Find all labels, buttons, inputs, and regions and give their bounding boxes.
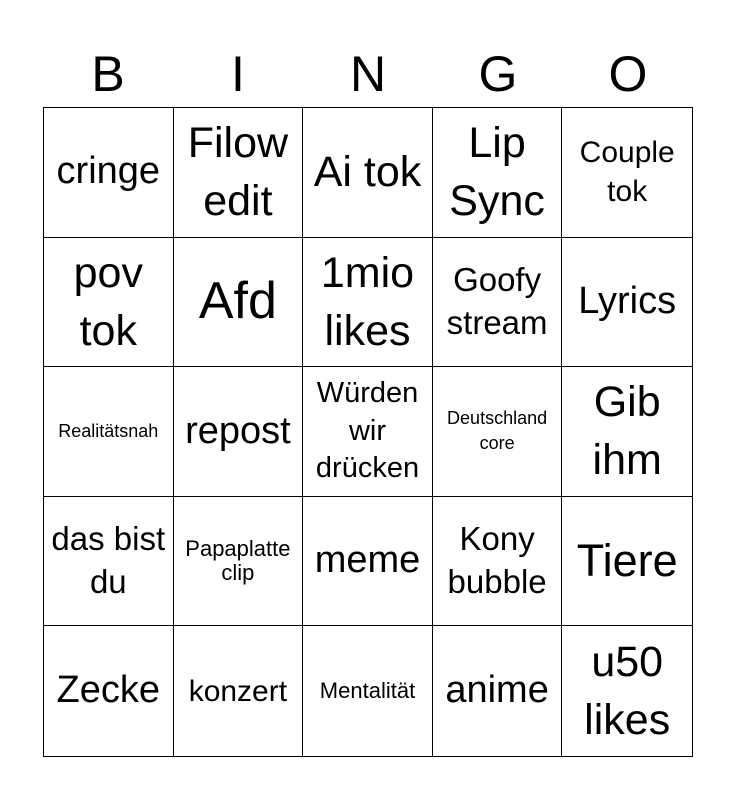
header-letter-b: B [91, 46, 125, 102]
bingo-cell-label: u50 likes [584, 638, 671, 745]
bingo-cell-label: Lip Sync [449, 119, 545, 226]
bingo-cell[interactable] [44, 626, 174, 756]
bingo-cell[interactable] [303, 238, 433, 368]
bingo-cell[interactable] [174, 367, 304, 497]
bingo-cell-label: repost [185, 409, 291, 452]
bingo-cell[interactable] [433, 497, 563, 627]
header-letter-n: N [349, 46, 387, 102]
bingo-cell-label: Mentalität [319, 678, 416, 704]
bingo-cell-label: Filow edit [187, 119, 289, 226]
bingo-cell-label: cringe [56, 150, 161, 193]
bingo-cell-label: Würden wir drücken [315, 376, 420, 485]
bingo-cell[interactable] [174, 108, 304, 238]
bingo-grid [43, 107, 693, 757]
bingo-header [43, 40, 693, 108]
bingo-cell[interactable] [303, 626, 433, 756]
bingo-cell[interactable] [44, 108, 174, 238]
bingo-cell[interactable] [44, 367, 174, 497]
bingo-cell[interactable] [562, 626, 692, 756]
bingo-cell[interactable] [44, 238, 174, 368]
bingo-cell-label: Realitätsnah [58, 420, 159, 441]
bingo-cell[interactable] [562, 238, 692, 368]
bingo-cell[interactable] [174, 238, 304, 368]
bingo-cell[interactable] [174, 497, 304, 627]
header-letter-o: O [608, 46, 648, 102]
bingo-cell[interactable] [303, 497, 433, 627]
bingo-cell[interactable] [562, 497, 692, 627]
bingo-cell-label: Lyrics [578, 279, 677, 322]
bingo-cell-label: Kony bubble [447, 520, 547, 601]
bingo-cell[interactable] [174, 626, 304, 756]
bingo-cell-label: Ai tok [313, 148, 422, 197]
header-letter-g: G [478, 46, 518, 102]
bingo-cell-label: pov tok [73, 248, 143, 355]
bingo-cell-label: Papaplatte clip [185, 535, 291, 586]
bingo-cell[interactable] [433, 238, 563, 368]
bingo-cell-label: Gib ihm [592, 378, 662, 485]
bingo-cell-label: Afd [198, 272, 277, 331]
bingo-cell-label: Tiere [576, 534, 678, 586]
bingo-cell[interactable] [562, 108, 692, 238]
header-letter-i: I [231, 46, 245, 102]
bingo-cell[interactable] [433, 367, 563, 497]
bingo-cell[interactable] [303, 108, 433, 238]
bingo-cell-label: Deutschland core [447, 408, 548, 454]
bingo-cell[interactable] [44, 497, 174, 627]
bingo-cell-label: anime [445, 669, 549, 712]
bingo-cell-label: Zecke [56, 669, 161, 712]
bingo-cell-label: Couple tok [579, 136, 675, 209]
bingo-cell[interactable] [433, 108, 563, 238]
bingo-cell[interactable] [433, 626, 563, 756]
bingo-cell[interactable] [303, 367, 433, 497]
bingo-cell[interactable] [562, 367, 692, 497]
bingo-cell-label: das bist du [51, 520, 166, 601]
bingo-cell-label: 1mio likes [320, 248, 415, 355]
bingo-cell-label: Goofy stream [446, 261, 548, 341]
bingo-cell-label: konzert [188, 674, 288, 708]
bingo-cell-label: meme [314, 539, 421, 582]
